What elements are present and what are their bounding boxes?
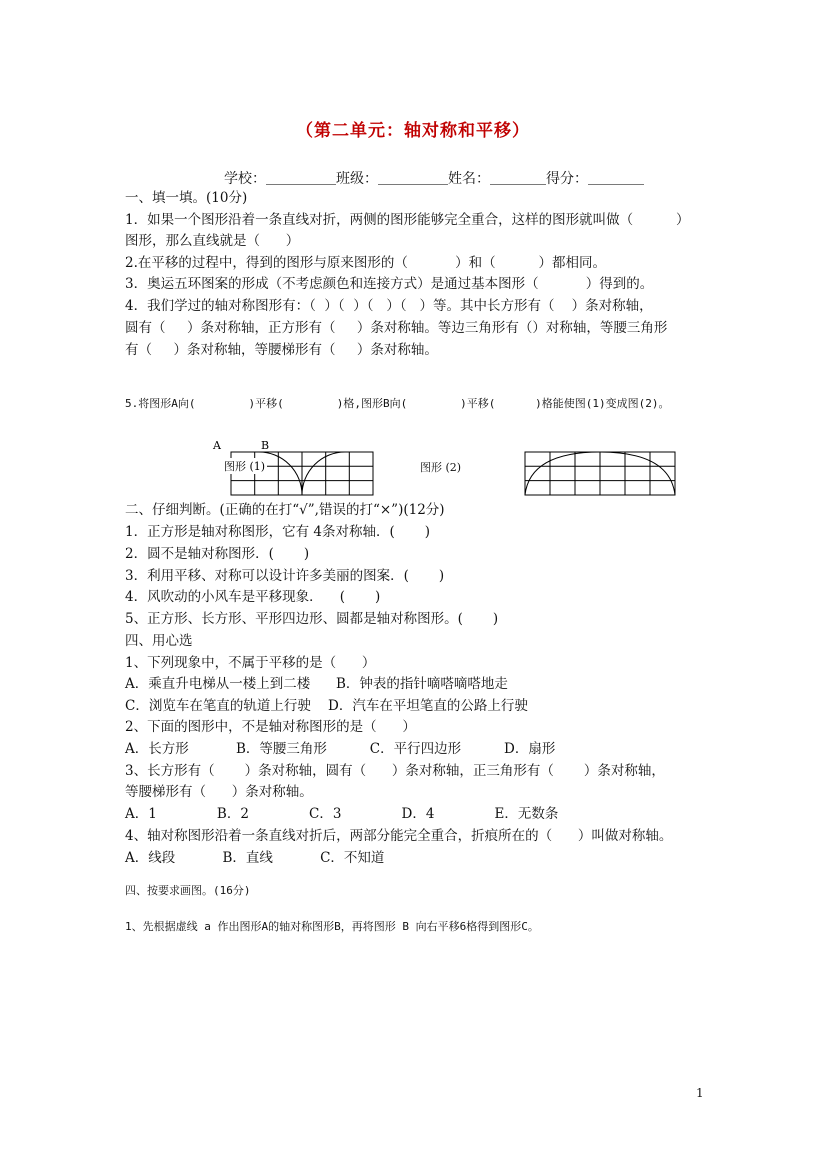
section1-line: 4．我们学过的轴对称图形有：（ ）（ ）（ ）（ ）等。其中长方形有（ ）条对称轴， (125, 298, 653, 314)
section1-line: 圆有（ ）条对称轴，正方形有（ ）条对称轴。等边三角形有（）对称轴，等腰三角形 (125, 320, 668, 336)
section4a-line: 等腰梯形有（ ）条对称轴。 (125, 784, 313, 800)
section4a-line: A．1 B．2 C．3 D．4 E．无数条 (125, 806, 559, 822)
section1-heading: 一、填一填。(10分) (125, 190, 248, 206)
section4a-heading: 四、用心选 (125, 633, 193, 649)
section2-line: 4．风吹动的小风车是平移现象． ( ) (125, 589, 381, 605)
page-title: （第二单元：轴对称和平移） (296, 121, 530, 141)
section4a-line: A．乘直升电梯从一楼上到二楼 B．钟表的指针嘀嗒嘀嗒地走 (125, 676, 508, 692)
figure-1-grid (205, 436, 385, 498)
page-number: 1 (696, 1086, 704, 1100)
section2-line: 1．正方形是轴对称图形，它有 4条对称轴．( ) (125, 524, 431, 540)
section4a-line: 1、下列现象中，不属于平移的是（ ） (125, 655, 376, 671)
figure-2-grid (520, 448, 680, 498)
section4a-line: 2、下面的图形中，不是轴对称图形的是（ ） (125, 719, 416, 735)
figure-label-a: A (213, 439, 221, 452)
section2-line: 5、正方形、长方形、平形四边形、圆都是轴对称图形。( ) (125, 611, 499, 627)
section4b-q1: 1、先根据虚线 a 作出图形A的轴对称图形B，再将图形 B 向右平移6格得到图形C。 (125, 920, 539, 933)
section1-line: 2.在平移的过程中，得到的图形与原来图形的（ ）和（ ）都相同。 (125, 255, 606, 271)
section4a-line: A．长方形 B．等腰三角形 C．平行四边形 D．扇形 (125, 741, 556, 757)
section4a-line: C．浏览车在笔直的轨道上行驶 D．汽车在平坦笔直的公路上行驶 (125, 698, 528, 714)
student-info-line: 学校：＿＿＿＿＿班级：＿＿＿＿＿姓名：＿＿＿＿得分：＿＿＿＿ (224, 171, 644, 187)
section2-line: 2．圆不是轴对称图形．( ) (125, 546, 310, 562)
section4a-line: 4、轴对称图形沿着一条直线对折后，两部分能完全重合，折痕所在的（ ）叫做对称轴。 (125, 828, 673, 844)
section2-heading: 二、仔细判断。(正确的在打“√”,错误的打“×”)(12分) (125, 502, 445, 518)
figure-label-b: B (261, 439, 270, 452)
section1-line: 1．如果一个图形沿着一条直线对折，两侧的图形能够完全重合，这样的图形就叫做（ ） (125, 212, 690, 228)
section1-q5: 5.将图形A向( )平移( )格,图形B向( )平移( )格能使图(1)变成图(2)。 (125, 397, 670, 410)
section1-line: 3．奥运五环图案的形成（不考虑颜色和连接方式）是通过基本图形（ ）得到的。 (125, 276, 654, 292)
section1-line: 有（ ）条对称轴，等腰梯形有（ ）条对称轴。 (125, 342, 438, 358)
section4a-line: 3、长方形有（ ）条对称轴，圆有（ ）条对称轴，正三角形有（ ）条对称轴， (125, 763, 665, 779)
section2-line: 3．利用平移、对称可以设计许多美丽的图案．( ) (125, 568, 445, 584)
section4b-heading: 四、按要求画图。(16分) (125, 884, 251, 897)
section1-line: 图形，那么直线就是（ ） (125, 233, 300, 249)
figure-2-label: 图形 (2) (420, 461, 462, 474)
figure-1-label: 图形 (1) (224, 460, 266, 473)
section4a-line: A．线段 B．直线 C．不知道 (125, 850, 385, 866)
